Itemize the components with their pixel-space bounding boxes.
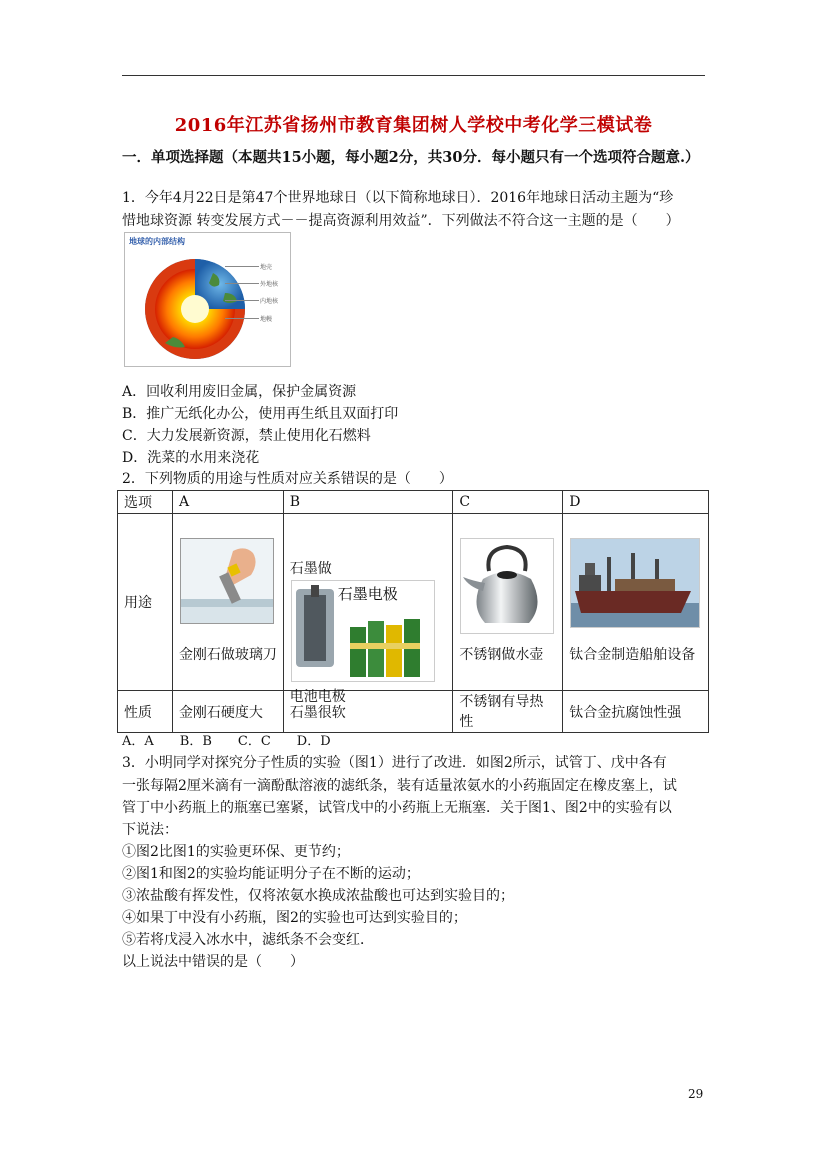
q3-statement-2: ②图1和图2的实验均能证明分子在不断的运动； <box>122 866 420 882</box>
header-c: C <box>453 491 563 514</box>
use-b-bottom-text: 电池电极 <box>289 689 346 705</box>
header-rule <box>122 75 705 76</box>
prop-b: 石墨很软 <box>283 691 453 733</box>
prop-label: 性质 <box>118 691 173 733</box>
use-c-text: 不锈钢做水壶 <box>459 647 544 663</box>
glass-cutter-image <box>180 538 274 624</box>
header-option: 选项 <box>118 491 173 514</box>
q3-line-1: 3．小明同学对探究分子性质的实验（图1）进行了改进．如图2所示，试管丁、戊中各有 <box>122 755 667 771</box>
use-b-top-text: 石墨做 <box>289 561 332 577</box>
header-a: A <box>172 491 283 514</box>
page-number: 29 <box>688 1087 704 1101</box>
use-a-text: 金刚石做玻璃刀 <box>178 647 277 663</box>
figure-caption: 地球的内部结构 <box>129 237 185 246</box>
q1-stem-line2: 惜地球资源 转变发展方式－－提高资源利用效益”．下列做法不符合这一主题的是（ ） <box>122 213 680 229</box>
q1-option-d: D．洗菜的水用来浇花 <box>122 450 260 466</box>
section-heading: 一．单项选择题（本题共15小题，每小题2分，共30分．每小题只有一个选项符合题意.） <box>122 149 700 166</box>
prop-d: 钛合金抗腐蚀性强 <box>563 691 709 733</box>
kettle-icon <box>461 539 553 633</box>
page-title: 2016年江苏省扬州市教育集团树人学校中考化学三模试卷 <box>174 115 653 136</box>
label-line <box>225 300 259 301</box>
label-line <box>225 266 259 267</box>
use-d-text: 钛合金制造船舶设备 <box>569 647 696 663</box>
figure-label-inner-core: 内地核 <box>260 298 279 305</box>
figure-label-crust: 地壳 <box>260 264 273 271</box>
q1-option-a: A．回收利用废旧金属，保护金属资源 <box>122 384 357 400</box>
table-row-use <box>118 514 709 691</box>
ship-icon <box>571 539 699 627</box>
kettle-image <box>460 538 554 634</box>
use-d-cell <box>563 514 709 691</box>
use-a-cell <box>172 514 283 691</box>
q3-line-3: 管丁中小药瓶上的瓶塞已塞紧，试管戊中的小药瓶上无瓶塞．关于图1、图2中的实验有以 <box>122 800 672 816</box>
q1-option-b: B．推广无纸化办公，使用再生纸且双面打印 <box>122 406 399 422</box>
q1-stem-line1: 1．今年4月22日是第47个世界地球日（以下简称地球日）．2016年地球日活动主题为“珍 <box>122 190 674 206</box>
table-header-row <box>118 491 709 514</box>
header-b: B <box>283 491 453 514</box>
q3-statement-3: ③浓盐酸有挥发性，仅将浓氨水换成浓盐酸也可达到实验目的； <box>122 888 514 904</box>
table-row-property <box>118 691 709 733</box>
label-line <box>225 283 259 284</box>
prop-c: 不锈钢有导热性 <box>453 691 563 733</box>
q3-statement-4: ④如果丁中没有小药瓶，图2的实验也可达到实验目的； <box>122 910 467 926</box>
q3-statement-1: ①图2比图1的实验更环保、更节约； <box>122 844 350 860</box>
q2-table <box>117 490 709 733</box>
q3-line-2: 一张每隔2厘米滴有一滴酚酞溶液的滤纸条，装有适量浓氨水的小药瓶固定在橡皮塞上，试 <box>122 778 677 794</box>
q2-options: A．A B．B C．C D．D <box>122 734 331 749</box>
q3-statement-5: ⑤若将戊浸入冰水中，滤纸条不会变红． <box>122 932 374 948</box>
q3-line-4: 下说法： <box>122 822 178 838</box>
figure-label-mantle: 地幔 <box>260 316 273 323</box>
ship-image <box>570 538 700 628</box>
earth-structure-figure <box>124 232 291 367</box>
label-line <box>225 318 259 319</box>
use-label: 用途 <box>118 514 173 691</box>
q1-option-c: C．大力发展新资源，禁止使用化石燃料 <box>122 428 371 444</box>
use-b-cell <box>283 514 453 705</box>
use-c-cell <box>453 514 563 691</box>
q2-stem: 2．下列物质的用途与性质对应关系错误的是（ ） <box>122 471 453 487</box>
q3-question: 以上说法中错误的是（ ） <box>122 954 304 970</box>
prop-a: 金刚石硬度大 <box>172 691 283 733</box>
header-d: D <box>563 491 709 514</box>
figure-label-outer-core: 外地核 <box>260 281 279 288</box>
glass-cutter-icon <box>181 539 273 623</box>
graphite-electrode-image <box>291 580 435 682</box>
graphite-electrode-label: 石墨电极 <box>337 585 398 603</box>
